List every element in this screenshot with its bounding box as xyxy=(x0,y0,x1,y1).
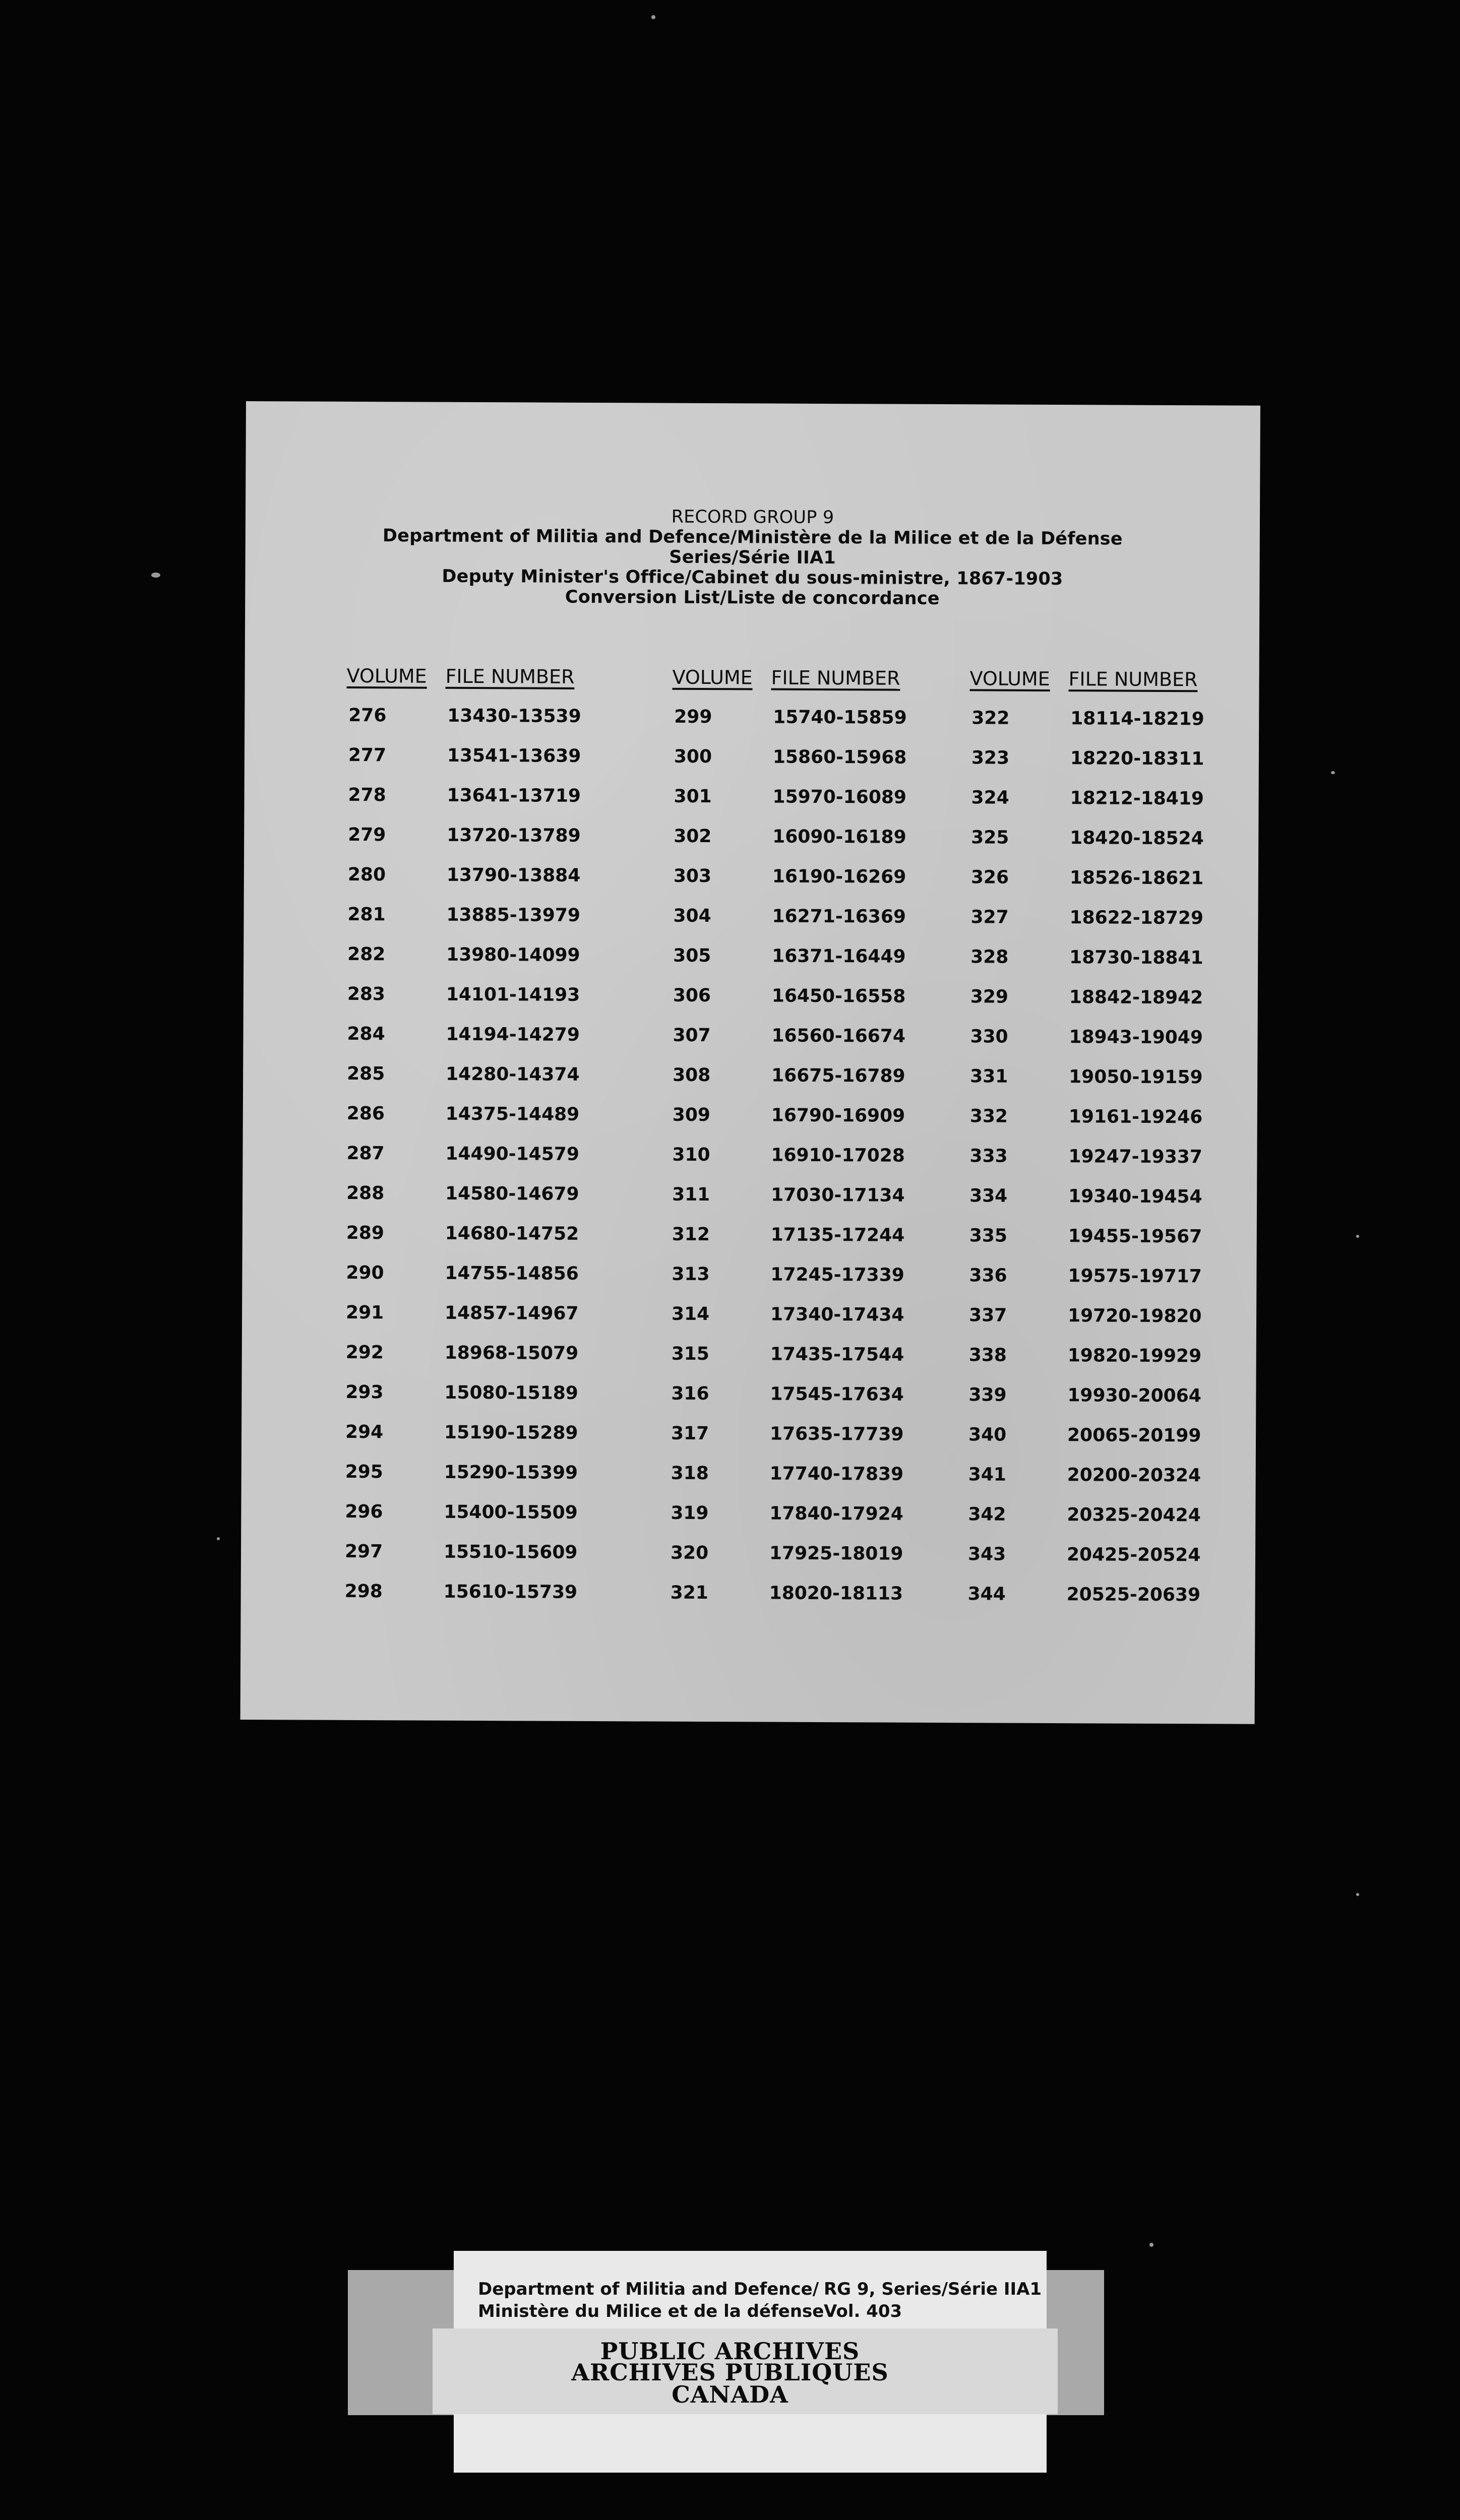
file-number-cell: 15970-16089 xyxy=(772,786,907,808)
volume-cell: 334 xyxy=(969,1185,1008,1207)
file-number-cell: 20425-20524 xyxy=(1066,1544,1201,1566)
file-number-cell: 16190-16269 xyxy=(772,866,906,888)
volume-cell: 299 xyxy=(674,706,712,728)
volume-cell: 278 xyxy=(348,784,386,806)
volume-cell: 289 xyxy=(346,1222,385,1244)
volume-cell: 344 xyxy=(967,1584,1006,1605)
file-number-cell: 19575-19717 xyxy=(1068,1266,1202,1287)
volume-cell: 277 xyxy=(348,744,387,766)
file-number-cell: 19161-19246 xyxy=(1068,1106,1203,1128)
volume-cell: 281 xyxy=(347,904,386,925)
file-number-cell: 17435-17544 xyxy=(770,1344,904,1365)
file-number-cell: 13790-13884 xyxy=(446,864,581,886)
file-number-cell: 16790-16909 xyxy=(771,1105,905,1126)
volume-cell: 276 xyxy=(348,705,387,726)
volume-cell: 309 xyxy=(672,1104,711,1126)
conversion-column xyxy=(966,667,1204,1613)
file-number-cell: 19340-19454 xyxy=(1068,1186,1202,1208)
label-series-line2: Vol. 403 xyxy=(824,2301,902,2321)
document-page xyxy=(240,401,1260,1724)
volume-cell: 340 xyxy=(968,1424,1007,1445)
file-number-cell: 18420-18524 xyxy=(1070,828,1204,849)
volume-header: VOLUME xyxy=(672,666,753,689)
file-number-cell: 15190-15289 xyxy=(444,1422,578,1443)
file-number-cell: 20525-20639 xyxy=(1066,1584,1201,1606)
volume-cell: 312 xyxy=(672,1224,710,1245)
label-department-line1: Department of Militia and Defence/ xyxy=(478,2279,819,2299)
volume-cell: 337 xyxy=(969,1305,1007,1326)
file-number-cell: 17135-17244 xyxy=(770,1224,905,1246)
file-number-cell: 16090-16189 xyxy=(772,826,906,848)
volume-cell: 293 xyxy=(345,1381,384,1403)
file-number-cell: 16371-16449 xyxy=(772,946,906,967)
file-number-cell: 16675-16789 xyxy=(771,1065,905,1087)
volume-cell: 323 xyxy=(971,747,1010,769)
volume-cell: 311 xyxy=(672,1184,710,1206)
file-number-cell: 17635-17739 xyxy=(769,1423,904,1445)
file-number-cell: 13980-14099 xyxy=(446,944,580,966)
file-number-cell: 13641-13719 xyxy=(447,785,581,806)
file-number-cell: 19455-19567 xyxy=(1068,1226,1202,1247)
archive-stamp-line3: CANADA xyxy=(672,2381,788,2408)
volume-cell: 322 xyxy=(971,708,1010,729)
volume-cell: 317 xyxy=(671,1423,709,1444)
file-number-cell: 14680-14752 xyxy=(445,1223,579,1244)
file-number-cell: 14194-14279 xyxy=(446,1024,580,1045)
volume-cell: 318 xyxy=(671,1463,709,1484)
department-title: Department of Militia and Defence/Ministère de la Milice et de la Défense xyxy=(382,526,1123,549)
volume-cell: 292 xyxy=(345,1342,384,1363)
volume-cell: 319 xyxy=(671,1502,709,1524)
volume-cell: 288 xyxy=(346,1182,385,1204)
volume-cell: 280 xyxy=(347,864,386,886)
volume-cell: 332 xyxy=(969,1106,1008,1127)
volume-cell: 316 xyxy=(671,1383,709,1405)
file-number-cell: 17925-18019 xyxy=(769,1543,903,1564)
volume-cell: 342 xyxy=(968,1504,1006,1525)
film-speck xyxy=(217,1537,220,1540)
series-title: Series/Série IIA1 xyxy=(669,547,836,569)
volume-cell: 313 xyxy=(672,1264,710,1285)
file-number-cell: 13885-13979 xyxy=(446,904,581,926)
volume-cell: 290 xyxy=(346,1262,384,1284)
film-speck xyxy=(1149,2243,1153,2247)
file-number-cell: 15610-15739 xyxy=(443,1581,578,1603)
volume-cell: 336 xyxy=(969,1265,1007,1286)
volume-cell: 329 xyxy=(970,986,1009,1007)
file-number-cell: 20065-20199 xyxy=(1067,1425,1201,1446)
file-number-cell: 18526-18621 xyxy=(1069,867,1204,889)
volume-cell: 300 xyxy=(674,746,712,768)
file-number-header: FILE NUMBER xyxy=(771,666,900,689)
volume-cell: 338 xyxy=(968,1345,1007,1366)
volume-cell: 307 xyxy=(673,1025,711,1046)
volume-cell: 333 xyxy=(969,1146,1008,1167)
file-number-cell: 14755-14856 xyxy=(445,1263,579,1284)
file-number-cell: 14490-14579 xyxy=(445,1143,580,1165)
file-number-cell: 13720-13789 xyxy=(447,825,581,846)
file-number-cell: 14101-14193 xyxy=(446,984,580,1005)
file-number-cell: 19930-20064 xyxy=(1067,1385,1201,1407)
film-speck xyxy=(1356,1893,1359,1896)
volume-cell: 298 xyxy=(344,1581,383,1602)
volume-cell: 302 xyxy=(674,826,712,847)
volume-cell: 320 xyxy=(670,1542,709,1564)
volume-cell: 339 xyxy=(968,1384,1007,1406)
volume-cell: 286 xyxy=(346,1103,385,1124)
file-number-cell: 16450-16558 xyxy=(771,985,906,1007)
file-number-cell: 13541-13639 xyxy=(447,745,581,767)
conversion-column xyxy=(668,666,907,1612)
volume-cell: 291 xyxy=(346,1302,384,1324)
volume-cell: 308 xyxy=(673,1064,711,1086)
volume-cell: 335 xyxy=(969,1225,1008,1246)
file-number-cell: 16560-16674 xyxy=(771,1025,906,1047)
file-number-cell: 16910-17028 xyxy=(771,1145,905,1166)
volume-cell: 295 xyxy=(345,1461,383,1483)
document-header xyxy=(245,505,1260,610)
volume-cell: 279 xyxy=(348,824,386,846)
volume-cell: 326 xyxy=(970,867,1009,888)
volume-cell: 296 xyxy=(345,1501,383,1523)
conversion-column xyxy=(343,664,581,1611)
volume-cell: 285 xyxy=(347,1063,385,1085)
volume-cell: 325 xyxy=(971,827,1009,848)
file-number-cell: 18020-18113 xyxy=(769,1583,903,1604)
archive-stamp-line2: ARCHIVES PUBLIQUES xyxy=(571,2359,889,2386)
volume-cell: 304 xyxy=(673,905,711,927)
record-group-title: RECORD GROUP 9 xyxy=(671,507,834,528)
volume-cell: 303 xyxy=(673,865,712,887)
volume-cell: 283 xyxy=(347,983,386,1005)
volume-cell: 301 xyxy=(674,786,712,807)
file-number-header: FILE NUMBER xyxy=(1068,668,1198,691)
list-title: Conversion List/Liste de concordance xyxy=(565,587,940,609)
volume-cell: 306 xyxy=(673,985,711,1006)
file-number-cell: 17545-17634 xyxy=(770,1383,904,1405)
file-number-cell: 13430-13539 xyxy=(447,705,581,727)
file-number-cell: 17340-17434 xyxy=(770,1304,904,1326)
film-speck xyxy=(1356,1235,1359,1238)
volume-cell: 310 xyxy=(672,1144,710,1166)
file-number-cell: 15290-15399 xyxy=(444,1462,578,1483)
file-number-cell: 14375-14489 xyxy=(445,1103,580,1125)
file-number-cell: 17840-17924 xyxy=(769,1503,903,1525)
volume-cell: 314 xyxy=(672,1303,710,1325)
file-number-cell: 17030-17134 xyxy=(771,1184,905,1206)
file-number-cell: 15080-15189 xyxy=(444,1382,578,1404)
volume-cell: 297 xyxy=(344,1541,383,1562)
file-number-cell: 20325-20424 xyxy=(1067,1504,1201,1526)
volume-cell: 284 xyxy=(347,1023,385,1045)
volume-header: VOLUME xyxy=(346,664,427,687)
file-number-cell: 15400-15509 xyxy=(444,1501,578,1523)
file-number-cell: 18220-18311 xyxy=(1070,748,1204,770)
file-number-cell: 19720-19820 xyxy=(1068,1305,1202,1327)
archive-stamp-line1: PUBLIC ARCHIVES xyxy=(600,2338,860,2365)
volume-cell: 327 xyxy=(970,907,1009,928)
file-number-cell: 14857-14967 xyxy=(445,1302,579,1324)
file-number-cell: 17245-17339 xyxy=(770,1264,904,1286)
film-speck xyxy=(1331,771,1335,774)
file-number-cell: 18730-18841 xyxy=(1069,947,1203,969)
volume-cell: 321 xyxy=(670,1582,708,1604)
volume-cell: 343 xyxy=(967,1544,1006,1565)
file-number-cell: 18212-18419 xyxy=(1070,788,1204,809)
volume-cell: 294 xyxy=(345,1421,384,1443)
label-department-line2: Ministère du Milice et de la défense xyxy=(478,2301,824,2321)
office-title: Deputy Minister's Office/Cabinet du sous-ministre, 1867-1903 xyxy=(442,566,1063,590)
file-number-cell: 18842-18942 xyxy=(1069,987,1203,1009)
volume-cell: 328 xyxy=(970,947,1009,968)
file-number-cell: 19050-19159 xyxy=(1069,1066,1203,1088)
file-number-cell: 19820-19929 xyxy=(1067,1345,1202,1367)
file-number-cell: 14580-14679 xyxy=(445,1183,579,1205)
volume-cell: 282 xyxy=(347,943,386,965)
film-speck xyxy=(651,15,655,19)
volume-cell: 330 xyxy=(970,1026,1008,1047)
file-number-cell: 14280-14374 xyxy=(446,1063,580,1085)
file-number-cell: 18622-18729 xyxy=(1069,907,1204,929)
file-number-cell: 18114-18219 xyxy=(1070,708,1204,730)
volume-cell: 331 xyxy=(970,1066,1008,1087)
file-number-cell: 20200-20324 xyxy=(1067,1465,1201,1486)
film-speck xyxy=(151,573,160,578)
file-number-cell: 17740-17839 xyxy=(769,1463,904,1485)
volume-header: VOLUME xyxy=(969,667,1050,690)
volume-cell: 324 xyxy=(971,787,1009,808)
file-number-cell: 16271-16369 xyxy=(772,906,906,927)
volume-cell: 305 xyxy=(673,945,711,967)
file-number-cell: 15740-15859 xyxy=(773,707,907,728)
file-number-cell: 15510-15609 xyxy=(443,1541,578,1563)
file-number-cell: 15860-15968 xyxy=(772,746,907,768)
file-number-cell: 19247-19337 xyxy=(1068,1146,1203,1168)
file-number-cell: 18968-15079 xyxy=(444,1342,579,1364)
volume-cell: 287 xyxy=(346,1143,385,1164)
volume-cell: 315 xyxy=(671,1343,710,1365)
file-number-cell: 18943-19049 xyxy=(1069,1027,1203,1048)
label-series-line1: RG 9, Series/Série IIA1 xyxy=(824,2279,1042,2299)
file-number-header: FILE NUMBER xyxy=(445,665,575,688)
volume-cell: 341 xyxy=(968,1464,1006,1485)
